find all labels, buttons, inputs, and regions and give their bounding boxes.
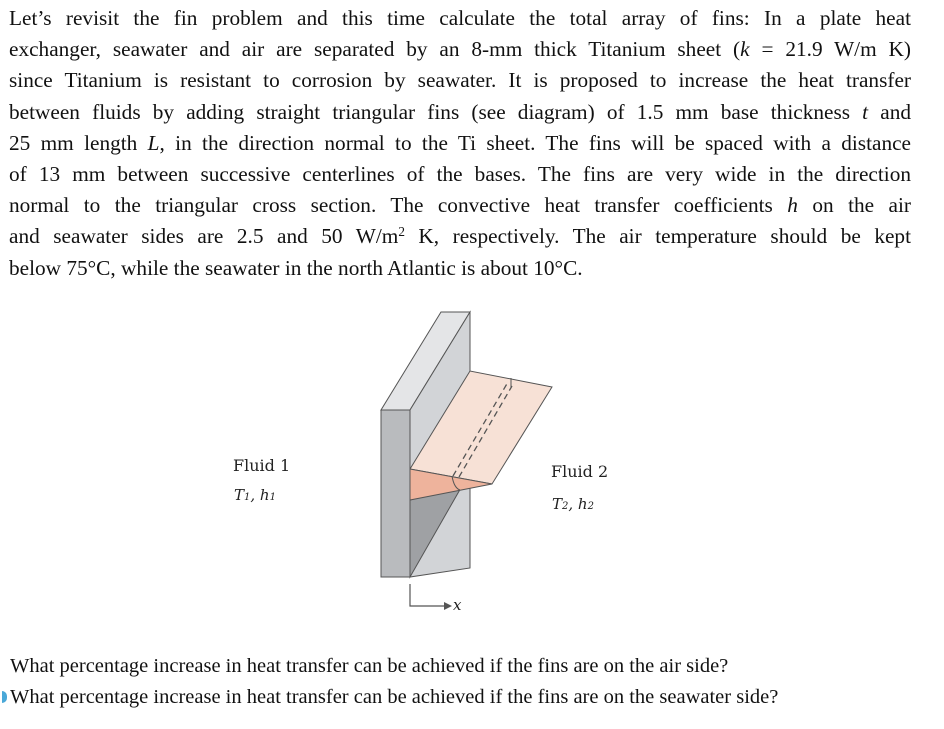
fluid-1-properties bbox=[234, 486, 276, 504]
wall-front-face bbox=[381, 410, 410, 577]
question-seawater-side: What percentage increase in heat transfer can be achieved if the fins are on the seawater side? bbox=[10, 686, 779, 708]
x-axis-line bbox=[410, 584, 444, 606]
x-axis-label: x bbox=[453, 596, 462, 614]
problem-line-3: since Titanium is resistant to corrosion by seawater. It is proposed to increase the heat transfer bbox=[9, 68, 911, 93]
length-symbol: L bbox=[147, 130, 160, 155]
fluid-1-h-subscript: 1 bbox=[269, 492, 276, 503]
fluid-1-temp-symbol: T bbox=[234, 486, 245, 504]
fluid-2-temp-symbol: T bbox=[552, 495, 563, 513]
squared-superscript: 2 bbox=[398, 224, 405, 240]
conductivity-value: = 21.9 W/m K) bbox=[749, 37, 911, 62]
x-axis-arrowhead bbox=[444, 602, 452, 610]
fluid-2-temp-subscript: 2 bbox=[562, 501, 569, 512]
fluid-1-temp-subscript: 1 bbox=[244, 492, 251, 503]
problem-line-5-tail: , in the direction normal to the Ti sheet. The fins will be spaced with a distance bbox=[159, 130, 911, 155]
problem-line-8-text: and seawater sides are 2.5 and 50 W/m bbox=[9, 224, 399, 249]
selection-marker bbox=[2, 691, 7, 703]
questions-list bbox=[10, 651, 778, 713]
problem-line-5 bbox=[9, 128, 911, 159]
problem-line-6: of 13 mm between successive centerlines of the bases. The fins are very wide in the direction bbox=[9, 162, 911, 187]
fluid-1-h-symbol: , h bbox=[250, 486, 270, 504]
h-coefficient-symbol: h bbox=[787, 193, 798, 218]
problem-line-2-text: exchanger, seawater and air are separated by an 8-mm thick Titanium sheet ( bbox=[9, 37, 741, 62]
fluid-2-properties bbox=[552, 495, 594, 513]
fin-diagram bbox=[200, 300, 650, 620]
problem-line-4 bbox=[9, 97, 911, 128]
thickness-symbol: t bbox=[862, 99, 869, 124]
problem-line-4-tail: and bbox=[868, 99, 911, 124]
fluid-2-h-subscript: 2 bbox=[587, 501, 594, 512]
problem-line-7-text: normal to the triangular cross section. The convective heat transfer coefficients bbox=[9, 193, 788, 218]
fluid-1-label: Fluid 1 bbox=[233, 456, 291, 475]
problem-statement bbox=[9, 3, 911, 284]
question-air-side: What percentage increase in heat transfer can be achieved if the fins are on the air side? bbox=[10, 655, 729, 677]
problem-line-1: Let’s revisit the fin problem and this time calculate the total array of fins: In a plate heat bbox=[9, 6, 911, 30]
problem-line-7 bbox=[9, 190, 911, 221]
problem-line-8 bbox=[9, 221, 911, 252]
problem-line-4-text: between fluids by adding straight triangular fins (see diagram) of 1.5 mm base thickness bbox=[9, 99, 863, 124]
problem-line-5-text: 25 mm length bbox=[9, 130, 148, 155]
fluid-2-h-symbol: , h bbox=[568, 495, 588, 513]
problem-line-2 bbox=[9, 34, 911, 65]
fluid-2-label: Fluid 2 bbox=[551, 462, 609, 481]
problem-line-9: below 75°C, while the seawater in the north Atlantic is about 10°C. bbox=[9, 255, 583, 280]
problem-line-8-tail: K, respectively. The air temperature should be kept bbox=[404, 224, 911, 249]
problem-line-7-tail: on the air bbox=[797, 193, 912, 218]
conductivity-symbol: k bbox=[740, 37, 750, 62]
